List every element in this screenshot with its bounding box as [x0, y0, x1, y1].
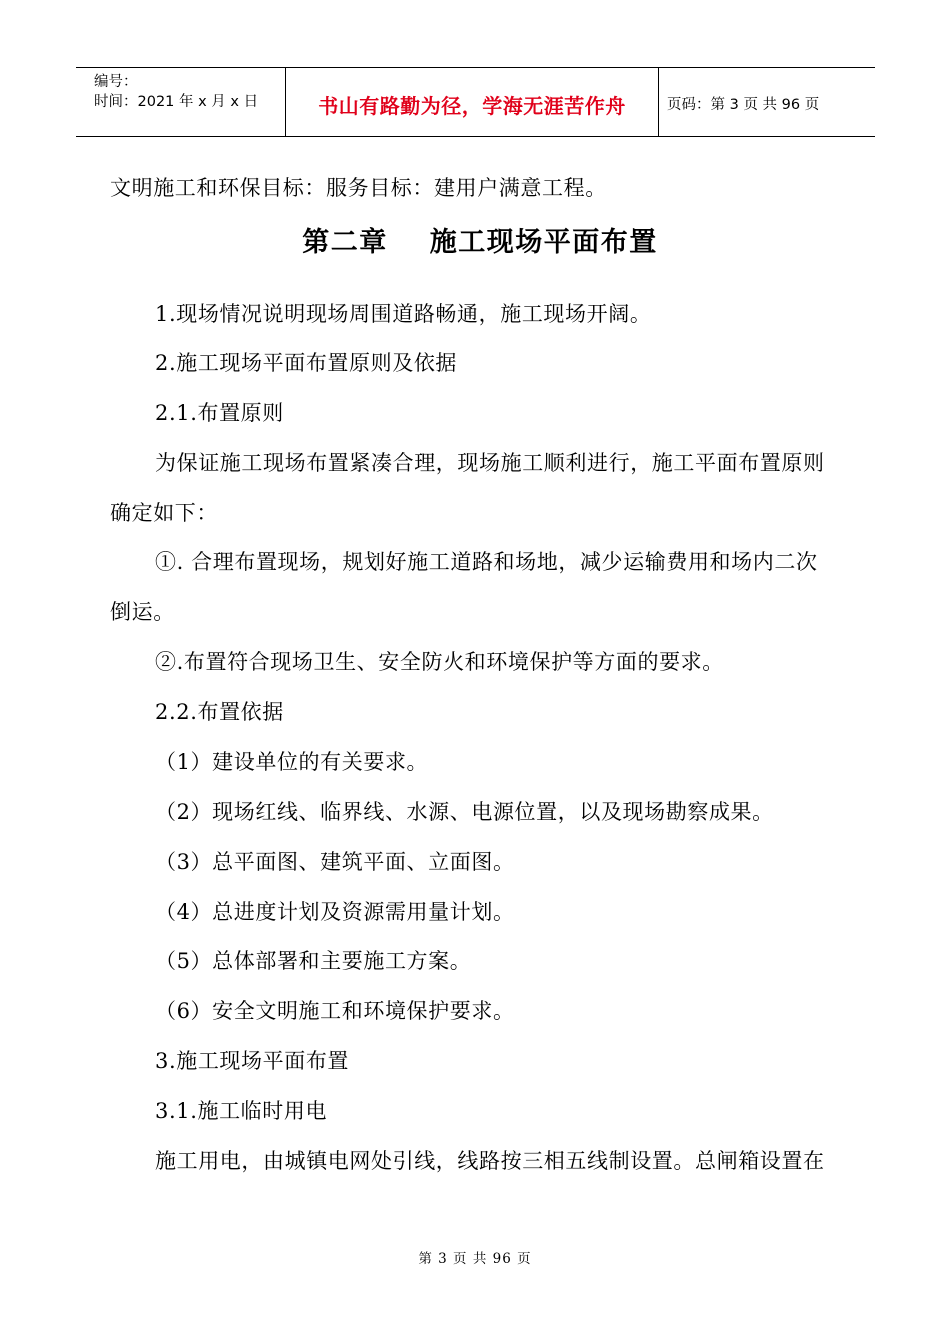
- chapter-title: 施工现场平面布置: [429, 227, 658, 258]
- header-meta: [76, 68, 286, 136]
- chapter-heading: [110, 220, 850, 259]
- paragraph: 3.1.施工临时用电: [155, 1099, 328, 1123]
- paragraph: （4）总进度计划及资源需用量计划。: [155, 900, 515, 924]
- paragraph: （5）总体部署和主要施工方案。: [155, 949, 472, 973]
- paragraph: 3.施工现场平面布置: [155, 1049, 350, 1073]
- paragraph: （2）现场红线、临界线、水源、电源位置，以及现场勘察成果。: [155, 800, 774, 824]
- intro-line: 文明施工和环保目标：服务目标：建用户满意工程。: [110, 176, 607, 200]
- paragraph: （1）建设单位的有关要求。: [155, 750, 429, 774]
- document-header: [76, 67, 875, 137]
- header-time-label: 时间：2021 年 x 月 x 日: [94, 94, 259, 110]
- paragraph: 倒运。: [110, 600, 175, 624]
- paragraph: （3）总平面图、建筑平面、立面图。: [155, 850, 515, 874]
- header-code-label: 编号：: [94, 74, 138, 90]
- paragraph: 2.2.布置依据: [155, 700, 284, 724]
- page-footer: 第 3 页 共 96 页: [418, 1251, 532, 1267]
- paragraph: （6）安全文明施工和环境保护要求。: [155, 999, 515, 1023]
- paragraph: 施工用电，由城镇电网处引线，线路按三相五线制设置。总闸箱设置在: [155, 1149, 825, 1173]
- paragraph: 确定如下：: [110, 501, 218, 525]
- header-page-label: 页码：第 3 页 共 96 页: [667, 96, 820, 113]
- paragraph: 为保证施工现场布置紧凑合理，现场施工顺利进行，施工平面布置原则: [155, 451, 825, 475]
- paragraph: ②.布置符合现场卫生、安全防火和环境保护等方面的要求。: [155, 650, 724, 674]
- chapter-number: 第二章: [302, 227, 388, 258]
- paragraph: 2.施工现场平面布置原则及依据: [155, 351, 458, 375]
- paragraph: ①. 合理布置现场，规划好施工道路和场地，减少运输费用和场内二次: [155, 550, 818, 574]
- header-motto: 书山有路勤为径，学海无涯苦作舟: [286, 68, 659, 136]
- paragraph: 2.1.布置原则: [155, 401, 284, 425]
- paragraph: 1.现场情况说明现场周围道路畅通，施工现场开阔。: [155, 302, 652, 326]
